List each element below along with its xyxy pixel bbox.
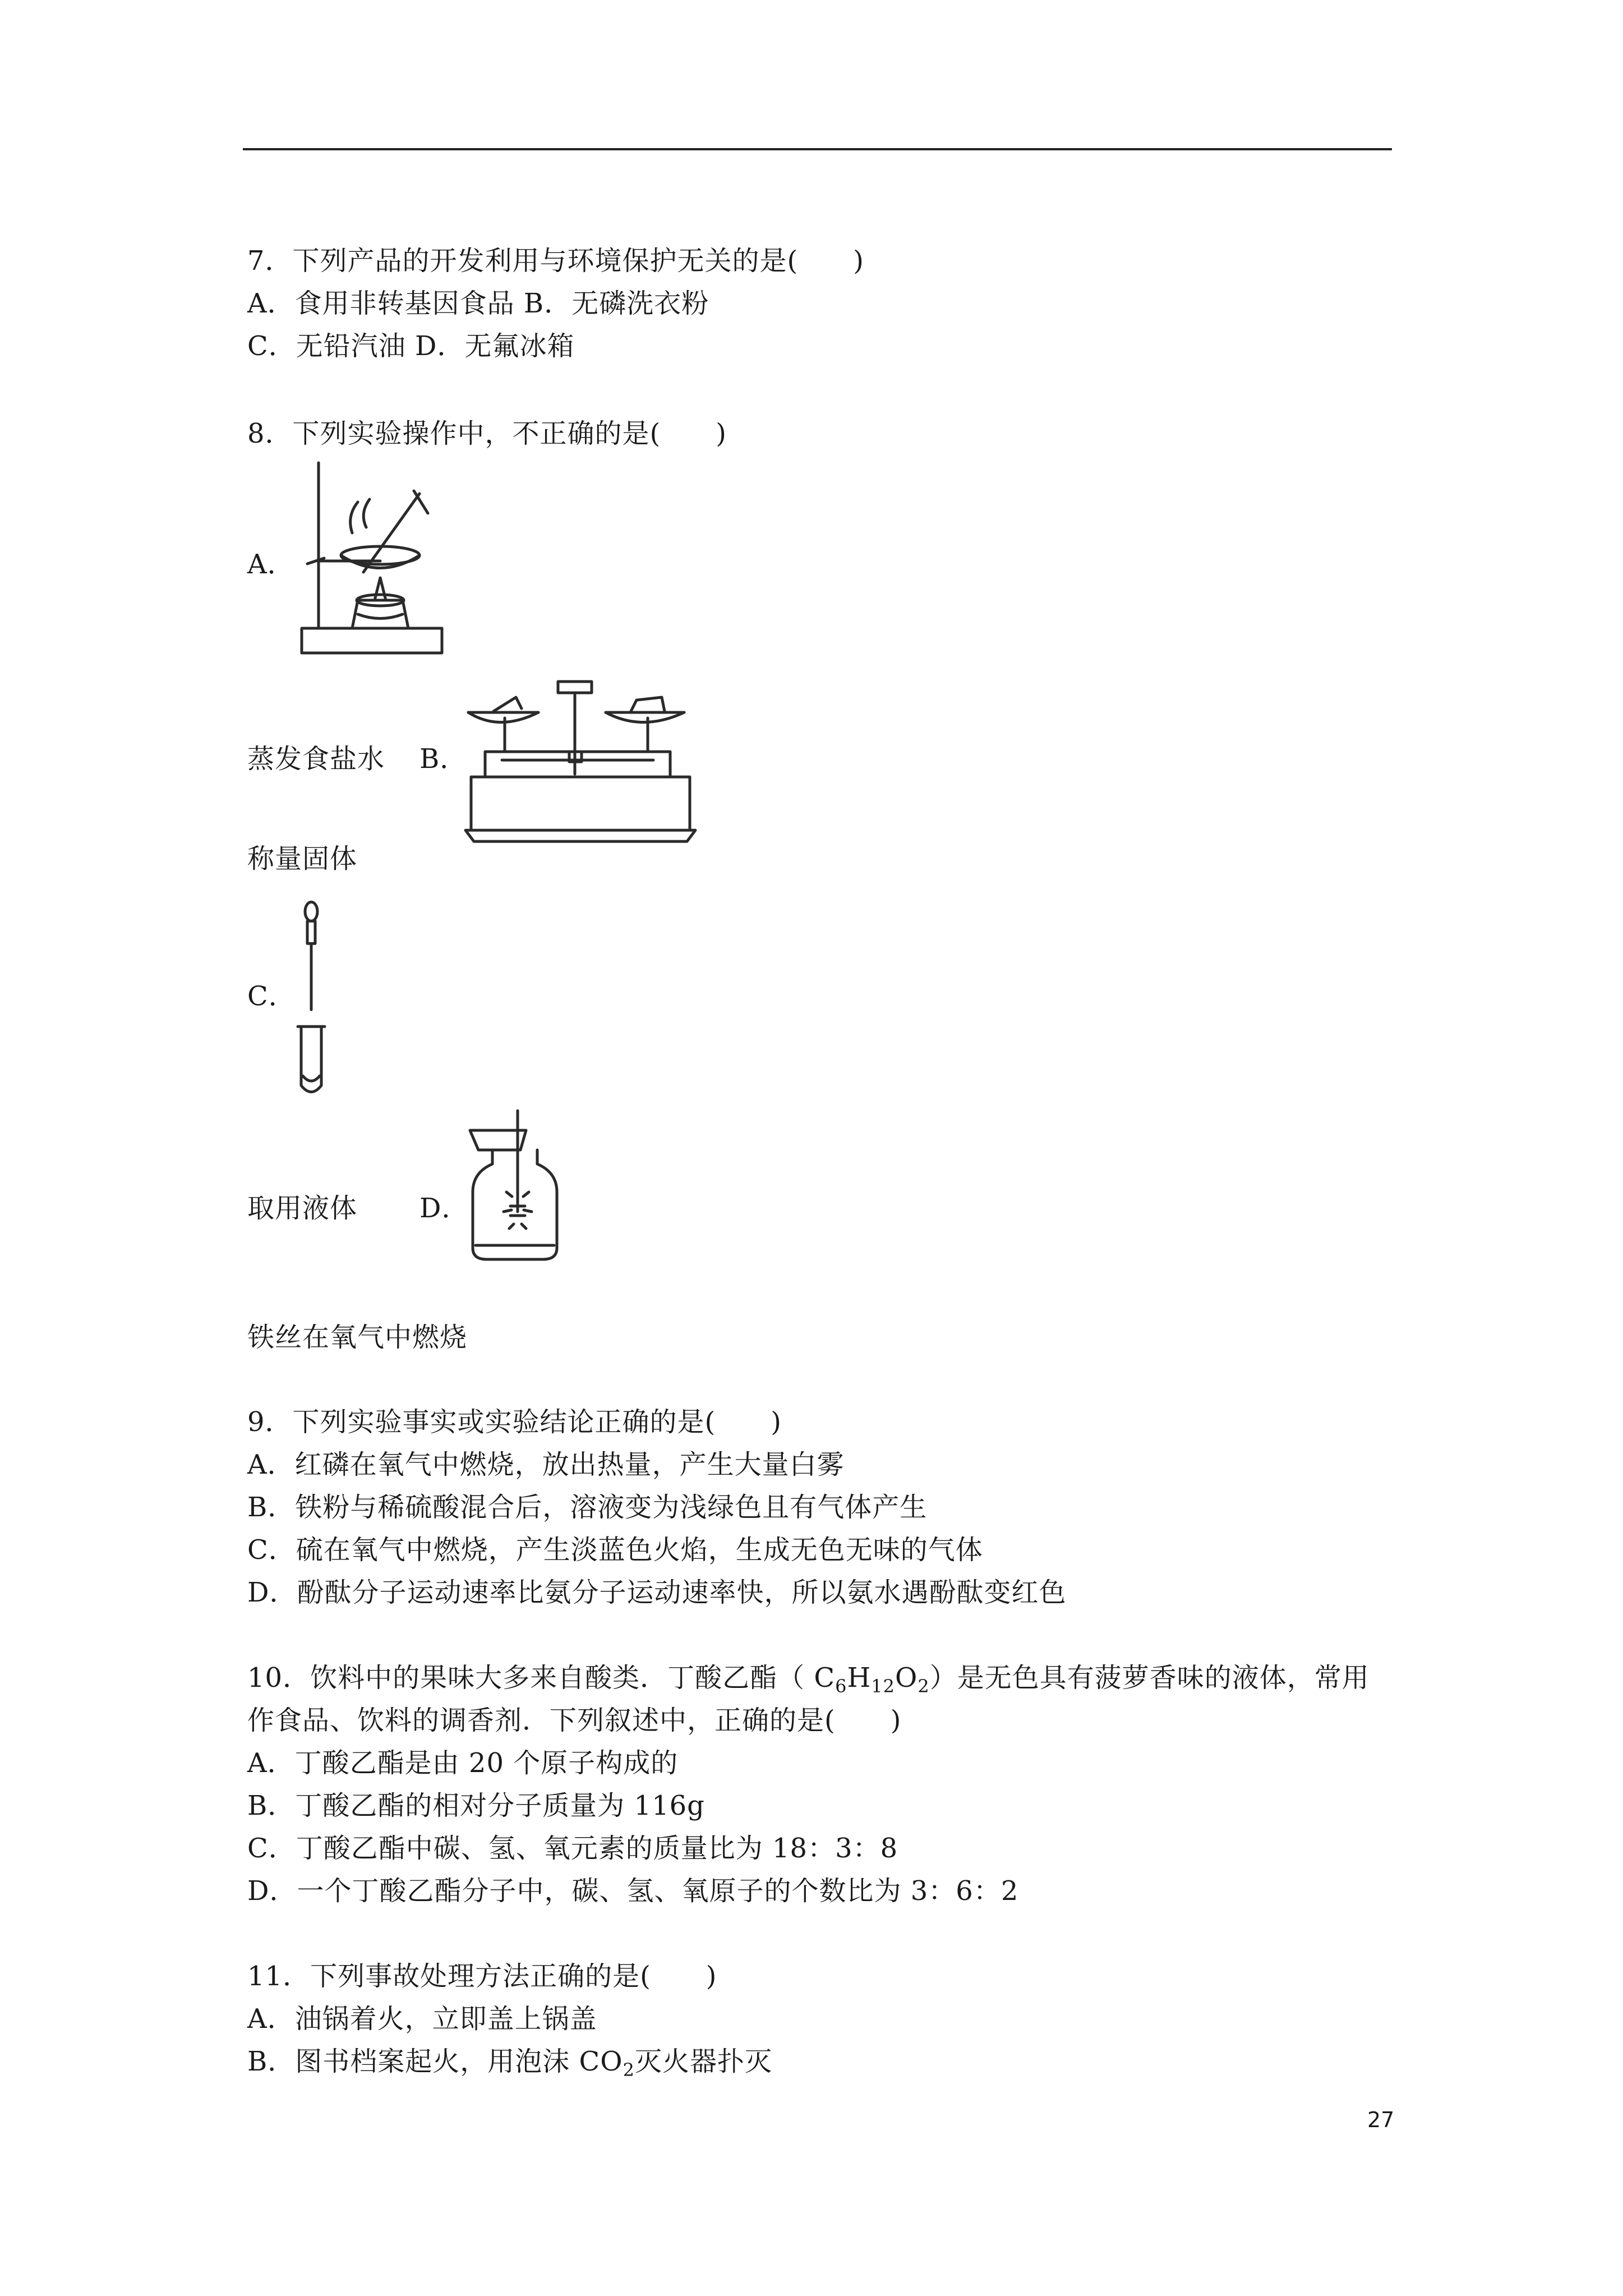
- q11-option-b: [247, 2044, 772, 2087]
- q10-stem-line2: 作食品、饮料的调香剂．下列叙述中，正确的是( ): [247, 1705, 902, 1736]
- q11-option-b-post: 灭火器扑灭: [634, 2046, 772, 2077]
- q10-stem-post: ）是无色具有菠萝香味的液体，常用: [929, 1662, 1370, 1694]
- q7-options-cd: C．无铅汽油 D．无氟冰箱: [247, 330, 575, 362]
- q8-option-a-caption: 蒸发食盐水: [247, 743, 385, 775]
- q11-option-b-sub: 2: [623, 2059, 635, 2081]
- q9-option-b: B．铁粉与稀硫酸混合后，溶液变为浅绿色且有气体产生: [247, 1492, 928, 1523]
- q9-option-d: D．酚酞分子运动速率比氨分子运动速率快，所以氨水遇酚酞变红色: [247, 1577, 1067, 1608]
- q10-sub-oxygen: 2: [917, 1676, 930, 1697]
- q10-hydrogen: H: [847, 1662, 872, 1694]
- evaporation-apparatus-image: [291, 460, 448, 668]
- q8-option-d-letter: D．: [419, 1193, 469, 1224]
- q10-stem-line1: [247, 1660, 1370, 1704]
- q9-stem: 9．下列实验事实或实验结论正确的是( ): [247, 1406, 782, 1438]
- q7-options-ab: A．食用非转基因食品 B．无磷洗衣粉: [247, 288, 709, 319]
- q11-stem: 11．下列事故处理方法正确的是( ): [247, 1961, 717, 1992]
- q8-option-c-letter: C．: [247, 981, 296, 1012]
- q10-option-c: C．丁酸乙酯中碳、氢、氧元素的质量比为 18：3：8: [247, 1833, 898, 1864]
- q11-option-b-pre: B．图书档案起火，用泡沫 CO: [247, 2046, 623, 2077]
- q10-option-d: D．一个丁酸乙酯分子中，碳、氢、氧原子的个数比为 3：6：2: [247, 1875, 1019, 1907]
- dropper-and-test-tube-image: [289, 898, 334, 1099]
- q8-option-b-caption: 称量固体: [247, 843, 358, 875]
- q8-stem: 8．下列实验操作中，不正确的是( ): [247, 418, 727, 449]
- q10-stem-pre: 10．饮料中的果味大多来自酸类．丁酸乙酯（ C: [247, 1662, 836, 1694]
- q8-option-c-caption: 取用液体: [247, 1193, 358, 1224]
- q8-option-d-caption: 铁丝在氧气中燃烧: [247, 1322, 468, 1353]
- q9-option-c: C．硫在氧气中燃烧，产生淡蓝色火焰，生成无色无味的气体: [247, 1534, 983, 1566]
- iron-wire-burning-in-oxygen-image: [464, 1108, 565, 1265]
- page-number: 27: [1367, 2108, 1395, 2132]
- q9-option-a: A．红磷在氧气中燃烧，放出热量，产生大量白雾: [247, 1449, 845, 1480]
- q10-sub-carbon: 6: [835, 1676, 847, 1697]
- q8-option-a-letter: A．: [247, 549, 295, 580]
- balance-scale-image: [463, 679, 698, 847]
- q11-option-a: A．油锅着火，立即盖上锅盖: [247, 2003, 597, 2035]
- q10-sub-hydrogen: 12: [871, 1676, 896, 1697]
- header-rule: [243, 148, 1392, 150]
- q10-option-b: B．丁酸乙酯的相对分子质量为 116g: [247, 1790, 705, 1821]
- q10-option-a: A．丁酸乙酯是由 20 个原子构成的: [247, 1747, 679, 1779]
- q8-option-b-letter: B．: [419, 743, 468, 775]
- q7-stem: 7．下列产品的开发利用与环境保护无关的是( ): [247, 245, 864, 277]
- q10-oxygen: O: [895, 1662, 918, 1694]
